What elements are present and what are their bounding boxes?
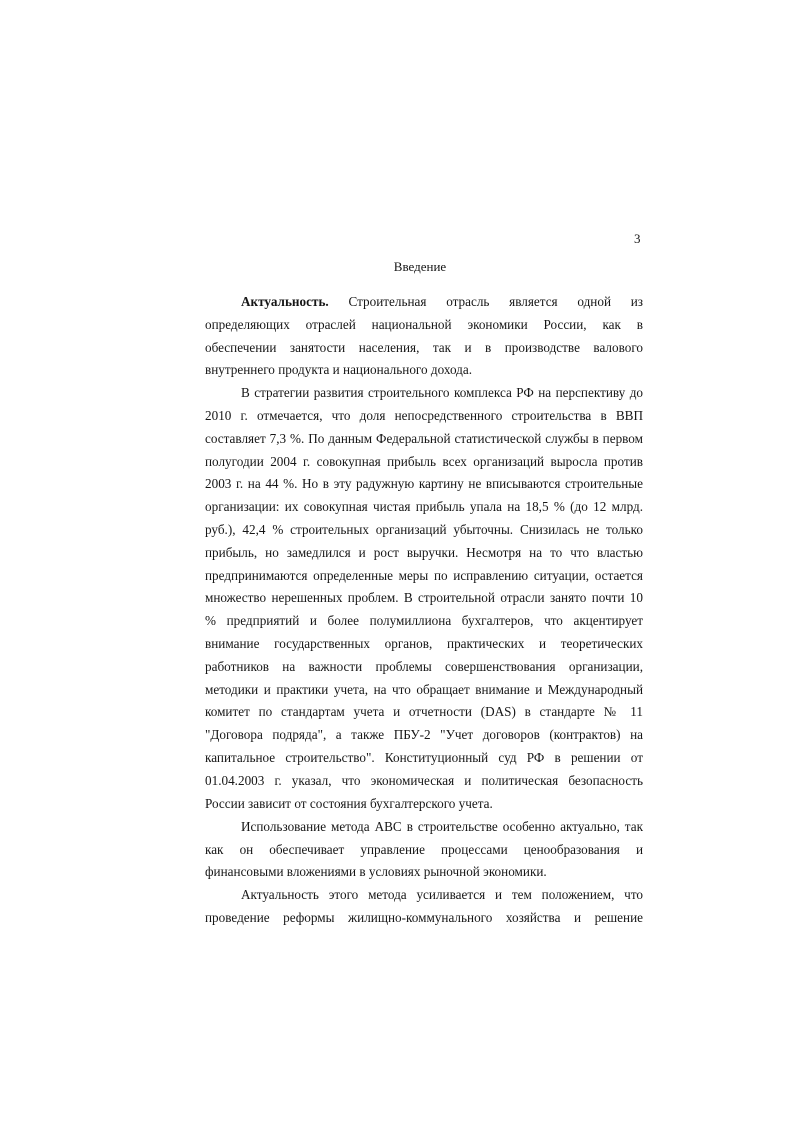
text-line: 2010 г. отмечается, что доля непосредственного строительства в ВВП xyxy=(205,408,643,423)
page-number: 3 xyxy=(634,231,641,246)
text-line: 2003 г. на 44 %. Но в эту радужную картину не вписываются строительные xyxy=(205,476,643,491)
text-line: составляет 7,3 %. По данным Федеральной статистической службы в первом xyxy=(205,431,643,446)
relevance-label: Актуальность. xyxy=(241,294,329,309)
text-line: работников на важности проблемы совершенствования организации, xyxy=(205,659,643,674)
text-line: внутреннего продукта и национального дохода. xyxy=(205,362,473,377)
text-line: предпринимаются определенные меры по исправлению ситуации, остается xyxy=(205,568,643,583)
text-line: как он обеспечивает управление процессами ценообразования и xyxy=(205,842,643,857)
text-line: проведение реформы жилищно-коммунального хозяйства и решение xyxy=(205,910,643,925)
text-line: организации: их совокупная чистая прибыль упала на 18,5 % (до 12 млрд. xyxy=(205,499,643,514)
text-line: В стратегии развития строительного комплекса РФ на перспективу до xyxy=(241,385,643,400)
text-line: России зависит от состояния бухгалтерского учета. xyxy=(205,796,493,811)
text-line: % предприятий и более полумиллиона бухгалтеров, что акцентирует xyxy=(205,613,643,628)
text-line: руб.), 42,4 % строительных организаций убыточны. Снизилась не только xyxy=(205,522,643,537)
text-line: множество нерешенных проблем. В строительной отрасли занято почти 10 xyxy=(205,590,643,605)
text-line: финансовыми вложениями в условиях рыночной экономики. xyxy=(205,864,547,879)
page-title: Введение xyxy=(393,259,447,274)
text-line: прибыль, но замедлился и рост выручки. Несмотря на то что властью xyxy=(205,545,643,560)
text-line: комитет по стандартам учета и отчетности (DAS) в стандарте № 11 xyxy=(205,704,643,719)
text-line: определяющих отраслей национальной экономики России, как в xyxy=(205,317,643,332)
text-line: Актуальность этого метода усиливается и тем положением, что xyxy=(241,887,643,902)
text-line xyxy=(241,294,643,310)
text-line: обеспечении занятости населения, так и в производстве валового xyxy=(205,340,643,355)
text-line: "Договора подряда", а также ПБУ-2 "Учет договоров (контрактов) на xyxy=(205,727,643,742)
text-line: полугодии 2004 г. совокупная прибыль всех организаций выросла против xyxy=(205,454,643,469)
text-line: методики и практики учета, на что обращает внимание и Международный xyxy=(205,682,643,697)
text-line: 01.04.2003 г. указал, что экономическая и политическая безопасность xyxy=(205,773,643,788)
text-line: внимание государственных органов, практических и теоретических xyxy=(205,636,643,651)
text-line: капитальное строительство". Конституционный суд РФ в решении от xyxy=(205,750,643,765)
text-line: Использование метода АВС в строительстве особенно актуально, так xyxy=(241,819,643,834)
text-fragment: Строительная отрасль является одной из xyxy=(328,294,643,309)
